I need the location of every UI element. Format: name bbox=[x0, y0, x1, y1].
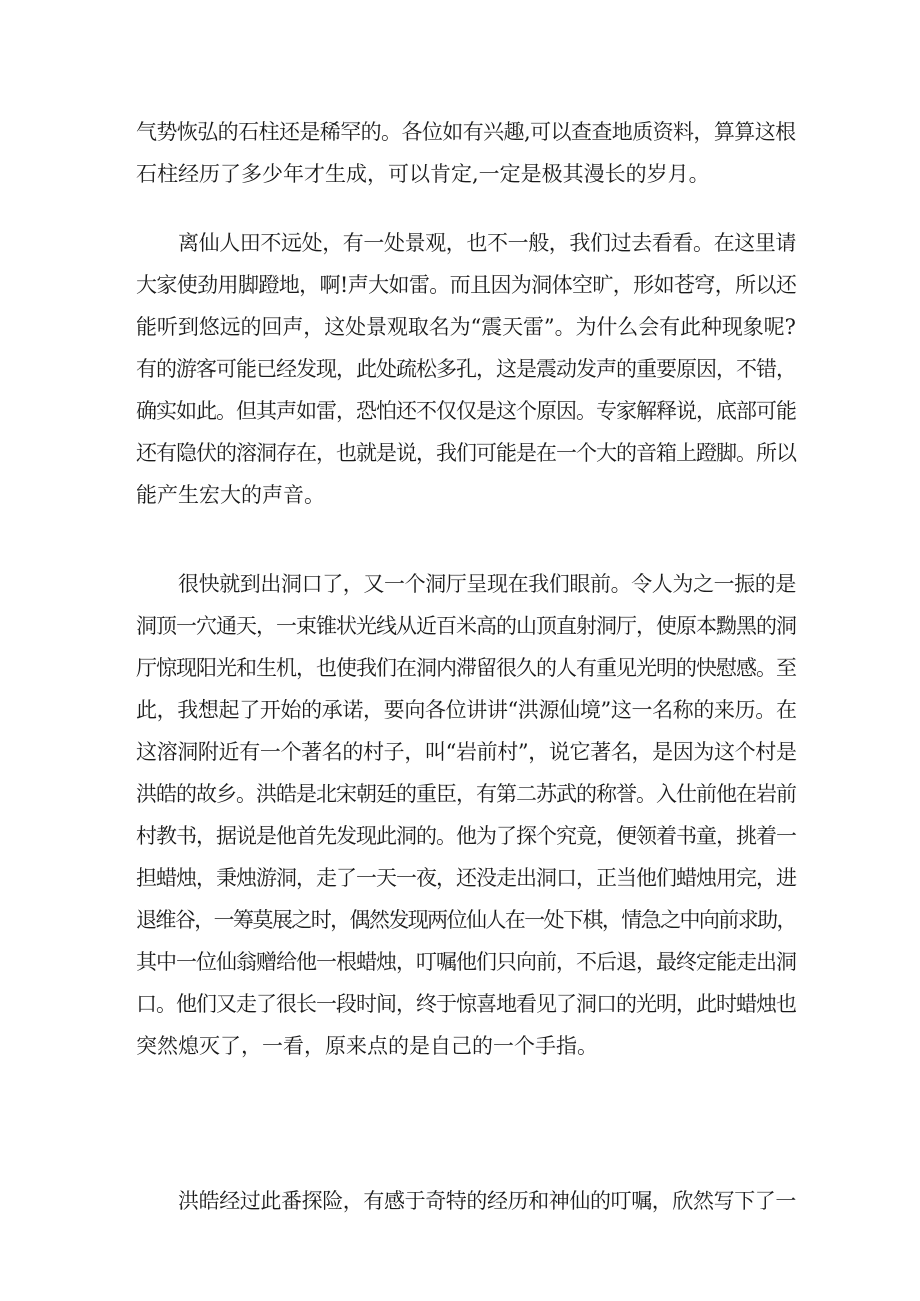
text-line: 离仙人田不远处，有一处景观，也不一般，我们过去看看。在这里请 bbox=[178, 231, 796, 255]
text-line: 洪皓经过此番探险，有感于奇特的经历和神仙的叮嘱，欣然写下了一 bbox=[178, 1189, 796, 1213]
paragraph-stone-pillar bbox=[136, 111, 796, 195]
text-line: 厅惊现阳光和生机，也使我们在洞内滞留很久的人有重见光明的快慰感。至 bbox=[136, 656, 796, 680]
text-line: 气势恢弘的石柱还是稀罕的。各位如有兴趣,可以查查地质资料，算算这根 bbox=[136, 120, 796, 144]
text-line: 此，我想起了开始的承诺，要向各位讲讲“洪源仙境”这一名称的来历。在 bbox=[136, 698, 797, 722]
text-line: 确实如此。但其声如雷，恐怕还不仅仅是这个原因。专家解释说，底部可能 bbox=[136, 399, 796, 423]
text-line: 口。他们又走了很长一段时间，终于惊喜地看见了洞口的光明，此时蜡烛也 bbox=[136, 992, 796, 1016]
text-line: 退维谷，一筹莫展之时，偶然发现两位仙人在一处下棋，情急之中向前求助， bbox=[136, 908, 796, 932]
text-line: 担蜡烛，秉烛游洞，走了一天一夜，还没走出洞口，正当他们蜡烛用完，进 bbox=[136, 866, 796, 890]
text-line: 突然熄灭了，一看，原来点的是自己的一个手指。 bbox=[136, 1034, 598, 1058]
text-line: 有的游客可能已经发现，此处疏松多孔，这是震动发声的重要原因，不错， bbox=[136, 357, 796, 381]
paragraph-hong-hao bbox=[136, 1180, 796, 1222]
text-line: 大家使劲用脚蹬地，啊!声大如雷。而且因为洞体空旷，形如苍穹，所以还 bbox=[136, 273, 797, 297]
text-line: 石柱经历了多少年才生成，可以肯定,一定是极其漫长的岁月。 bbox=[136, 162, 710, 186]
text-line: 能产生宏大的声音。 bbox=[136, 483, 325, 507]
text-line: 洪皓的故乡。洪皓是北宋朝廷的重臣，有第二苏武的称誉。入仕前他在岩前 bbox=[136, 782, 796, 806]
text-line: 洞顶一穴通天，一束锥状光线从近百米高的山顶直射洞厅，使原本黝黑的洞 bbox=[136, 614, 796, 638]
text-line: 能听到悠远的回声，这处景观取名为“震天雷”。为什么会有此种现象呢? bbox=[136, 315, 796, 339]
text-line: 还有隐伏的溶洞存在，也就是说，我们可能是在一个大的音箱上蹬脚。所以 bbox=[136, 441, 796, 465]
text-line: 村教书，据说是他首先发现此洞的。他为了探个究竟，便领着书童，挑着一 bbox=[136, 824, 796, 848]
paragraph-thunder bbox=[136, 222, 796, 516]
text-line: 很快就到出洞口了，又一个洞厅呈现在我们眼前。令人为之一振的是 bbox=[178, 572, 796, 596]
paragraph-legend bbox=[136, 563, 796, 1067]
text-line: 其中一位仙翁赠给他一根蜡烛，叮嘱他们只向前，不后退，最终定能走出洞 bbox=[136, 950, 796, 974]
text-line: 这溶洞附近有一个著名的村子，叫“岩前村”，说它著名，是因为这个村是 bbox=[136, 740, 797, 764]
